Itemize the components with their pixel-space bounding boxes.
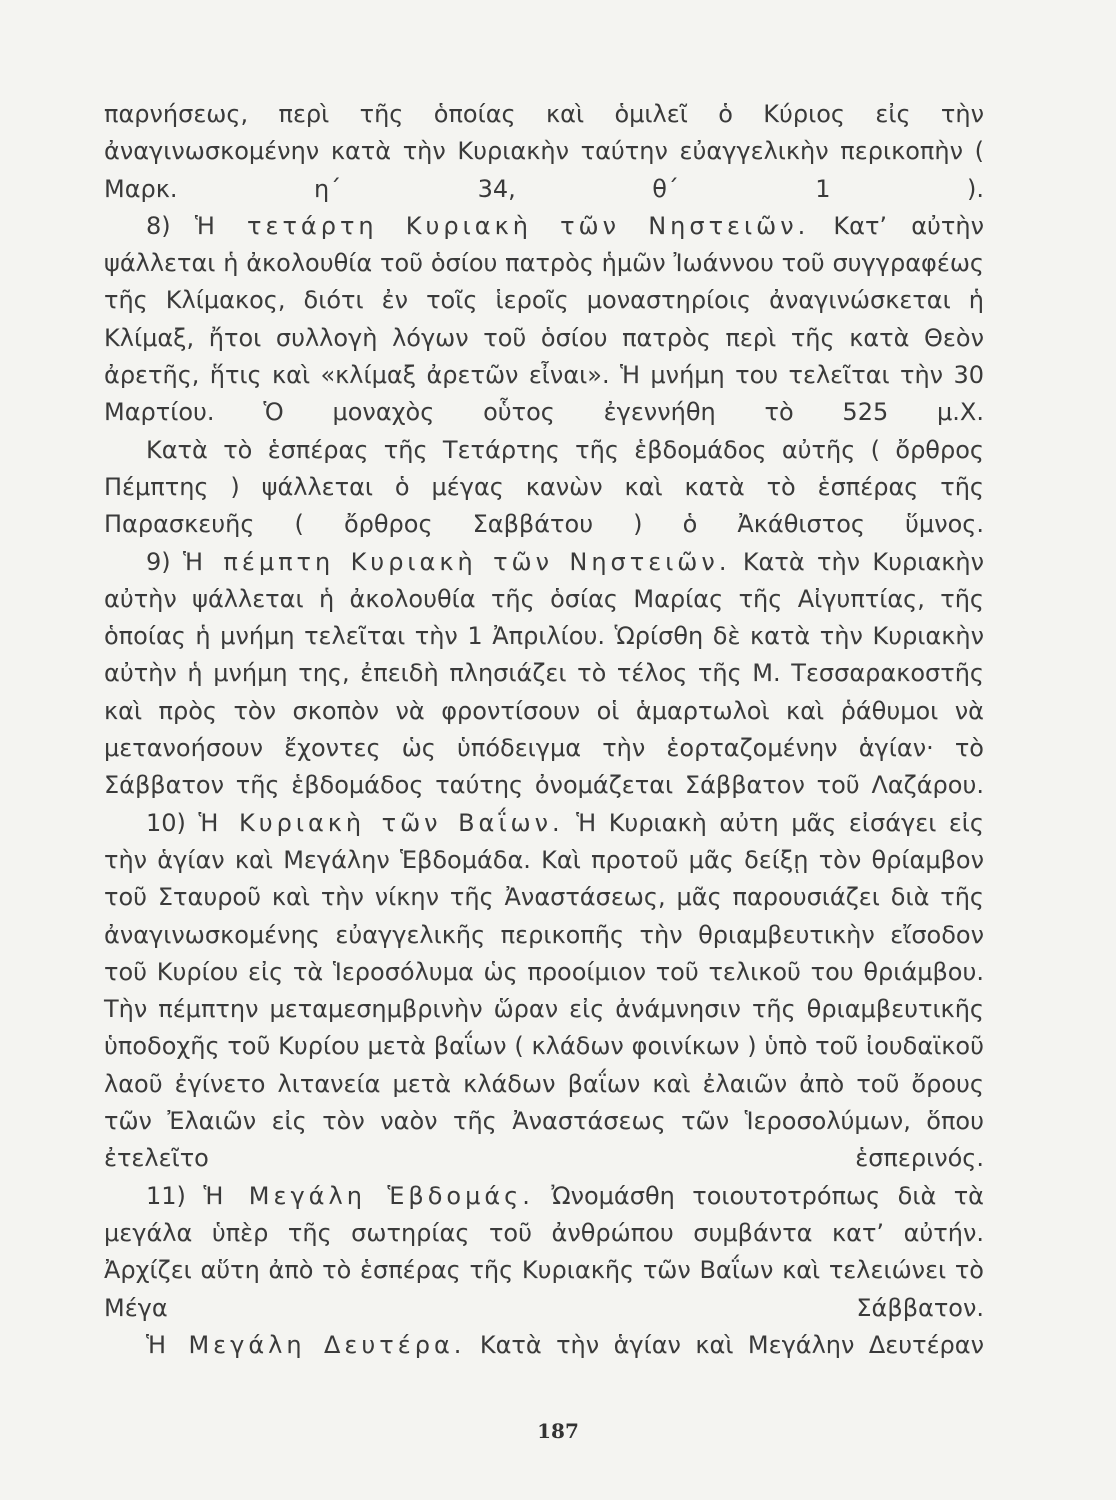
section-heading: Ἡ Κυριακὴ τῶν Βαΐων. [198, 808, 564, 837]
body-text [104, 96, 984, 1364]
section-text: Κατὰ τὴν Κυριακὴν αὐτὴν ψάλλεται ἡ ἀκολουθία τῆς ὁσίας Μαρίας τῆς Αἰγυπτίας, τῆς ὁποίας ἡ μνήμη τελεῖται τὴν 1 Ἀπριλίου. Ὡρίσθη δὲ κατὰ τὴν Κυριακὴν αὐτὴν ἡ μνήμη της, ἐπειδὴ πλησιάζει τὸ τέλος τῆς Μ. Τεσσαρακοστῆς καὶ πρὸς τὸν σκοπὸν νὰ φροντίσουν οἱ ἁμαρτωλοὶ καὶ ῥάθυμοι νὰ μετανοήσουν ἔχοντες ὡς ὑπόδειγμα τὴν ἑορταζομένην ἁγίαν· τὸ Σάββατον τῆς ἑβδομάδος ταύτης ὀνομάζεται Σάββατον τοῦ Λαζάρου. [104, 547, 984, 800]
section-number: 8) [146, 211, 171, 240]
paragraph-text: Κατὰ τὸ ἑσπέρας τῆς Τετάρτης τῆς ἑβδομάδος αὐτῆς ( ὄρθρος Πέμπτης ) ψάλλεται ὁ μέγας κανὼν καὶ κατὰ τὸ ἑσπέρας τῆς Παρασκευῆς ( ὄρθρος Σαββάτου ) ὁ Ἀκάθιστος ὕμνος. [104, 435, 984, 539]
section-8 [104, 208, 984, 432]
section-heading: Ἡ τετάρτη Κυριακὴ τῶν Νηστειῶν. [194, 211, 810, 240]
section-text: Ἡ Κυριακὴ αὐτη μᾶς εἰσάγει εἰς τὴν ἁγίαν καὶ Μεγάλην Ἑβδομάδα. Καὶ προτοῦ μᾶς δείξῃ τὸν θρίαμβον τοῦ Σταυροῦ καὶ τὴν νίκην τῆς Ἀναστάσεως, μᾶς παρουσιάζει διὰ τῆς ἀναγινωσκομένης εὐαγγελικῆς περικοπῆς τὴν θριαμβευτικὴν εἴσοδον τοῦ Κυρίου εἰς τὰ Ἱεροσόλυμα ὡς προοίμιον τοῦ τελικοῦ του θριάμβου. Τὴν πέμπτην μεταμεσημβρινὴν ὥραν εἰς ἀνάμνησιν τῆς θριαμβευτικῆς ὑποδοχῆς τοῦ Κυρίου μετὰ βαΐων ( κλάδων φοινίκων ) ὑπὸ τοῦ ἰουδαϊκοῦ λαοῦ ἐγίνετο λιτανεία μετὰ κλάδων βαΐων καὶ ἐλαιῶν ἀπὸ τοῦ ὄρους τῶν Ἐλαιῶν εἰς τὸν ναὸν τῆς Ἀναστάσεως τῶν Ἱεροσολύμων, ὅπου ἐτελεῖτο ἑσπερινός. [104, 808, 984, 1173]
paragraph-continuation [104, 96, 984, 208]
section-11 [104, 1178, 984, 1327]
section-heading: Ἡ πέμπτη Κυριακὴ τῶν Νηστειῶν. [183, 547, 731, 576]
paragraph-great-monday [104, 1327, 984, 1364]
section-number: 10) [146, 808, 186, 837]
paragraph-kanon [104, 432, 984, 544]
section-number: 11) [146, 1181, 186, 1210]
section-number: 9) [146, 547, 171, 576]
section-heading: Ἡ Μεγάλη Ἑβδομάς. [203, 1181, 534, 1210]
section-text: Κατ’ αὐτὴν ψάλλεται ἡ ἀκολουθία τοῦ ὁσίου πατρὸς ἡμῶν Ἰωάννου τοῦ συγγραφέως τῆς Κλίμακος, διότι ἐν τοῖς ἱεροῖς μοναστηρίοις ἀναγινώσκεται ἡ Κλίμαξ, ἤτοι συλλογὴ λόγων τοῦ ὁσίου πατρὸς περὶ τῆς κατὰ Θεὸν ἀρετῆς, ἥτις καὶ «κλίμαξ ἀρετῶν εἶναι». Ἡ μνήμη του τελεῖται τὴν 30 Μαρτίου. Ὁ μοναχὸς οὗτος ἐγεννήθη τὸ 525 μ.Χ. [104, 211, 984, 427]
section-heading: Ἡ Μεγάλη Δευτέρα. [146, 1330, 466, 1359]
paragraph-text: παρνήσεως, περὶ τῆς ὁποίας καὶ ὁμιλεῖ ὁ Κύριος εἰς τὴν ἀναγινωσκομένην κατὰ τὴν Κυριακὴν ταύτην εὐαγγελικὴν περικοπὴν ( Μαρκ. η΄ 34, θ΄ 1 ). [104, 100, 984, 203]
page-number: 187 [537, 1419, 579, 1443]
section-text: Ὠνομάσθη τοιουτοτρόπως διὰ τὰ μεγάλα ὑπὲρ τῆς σωτηρίας τοῦ ἀνθρώπου συμβάντα κατ’ αὐτήν. Ἀρχίζει αὕτη ἀπὸ τὸ ἑσπέρας τῆς Κυριακῆς τῶν Βαΐων καὶ τελειώνει τὸ Μέγα Σάββατον. [104, 1181, 984, 1322]
section-9 [104, 544, 984, 805]
section-10 [104, 805, 984, 1178]
section-text: Κατὰ τὴν ἁγίαν καὶ Μεγάλην Δευτέραν [479, 1330, 984, 1359]
